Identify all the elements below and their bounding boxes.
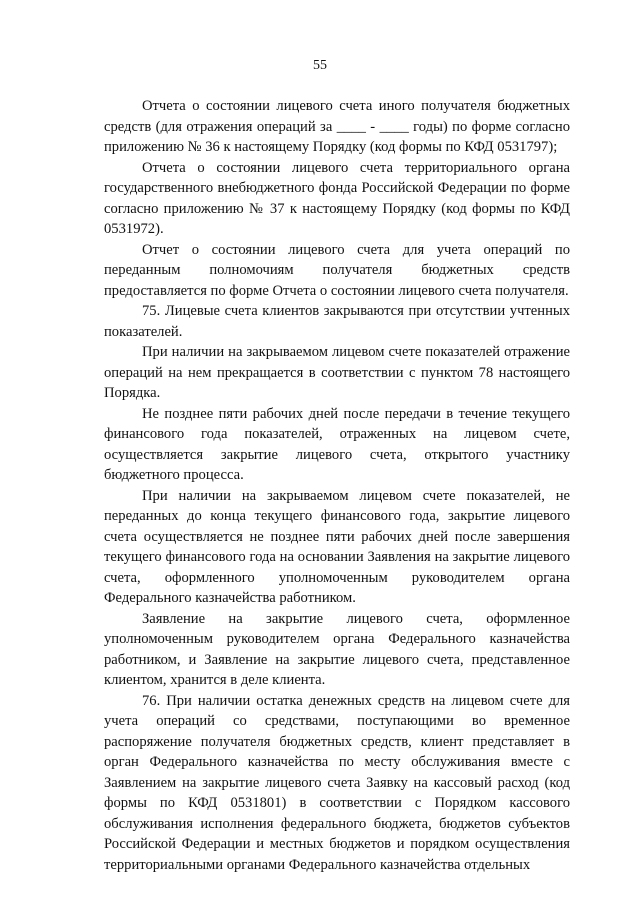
document-body <box>104 96 570 875</box>
paragraph-1: Отчета о состоянии лицевого счета иного получателя бюджетных средств (для отражения операций за ____ - ____ годы) по форме согласно приложению № 36 к настоящему Порядку (код формы по КФД 0531797); <box>104 98 570 155</box>
page-number: 55 <box>313 58 327 73</box>
paragraph-6: Не позднее пяти рабочих дней после передачи в течение текущего финансового года показателей, отраженных на лицевом счете, осуществляется закрытие лицевого счета, открытого участнику бюджетного процесса. <box>104 405 570 483</box>
paragraph-4: 75. Лицевые счета клиентов закрываются при отсутствии учтенных показателей. <box>104 303 570 340</box>
paragraph-3: Отчет о состоянии лицевого счета для учета операций по переданным полномочиям получателя бюджетных средств предоставляется по форме Отчета о состоянии лицевого счета получателя. <box>104 241 570 299</box>
paragraph-5: При наличии на закрываемом лицевом счете показателей отражение операций на нем прекращается в соответствии с пунктом 78 настоящего Порядка. <box>104 344 570 401</box>
paragraph-7: При наличии на закрываемом лицевом счете показателей, не переданных до конца текущего финансового года, закрытие лицевого счета осуществляется не позднее пяти рабочих дней после завершения текущего финансового года на основании Заявления на закрытие лицевого счета, оформленного уполномоченным руководителем органа Федерального казначейства работником. <box>104 487 570 606</box>
paragraph-2: Отчета о состоянии лицевого счета территориального органа государственного внебюджетного фонда Российской Федерации по форме согласно приложению № 37 к настоящему Порядку (код формы по КФД 0531972). <box>104 159 570 237</box>
paragraph-8: Заявление на закрытие лицевого счета, оформленное уполномоченным руководителем органа Федерального казначейства работником, и Заявление на закрытие лицевого счета, представленное клиентом, хранится в деле клиента. <box>104 610 570 688</box>
paragraph-9: 76. При наличии остатка денежных средств на лицевом счете для учета операций со средствами, поступающими во временное распоряжение получателя бюджетных средств, клиент представляет в орган Федерального казначейства по месту обслуживания вместе с Заявлением на закрытие лицевого счета Заявку на кассовый расход (код формы по КФД 0531801) в соответствии с Порядком кассового обслуживания исполнения федерального бюджета, бюджетов субъектов Российской Федерации и местных бюджетов и порядком осуществления территориальными органами Федерального казначейства отдельных <box>104 692 570 873</box>
